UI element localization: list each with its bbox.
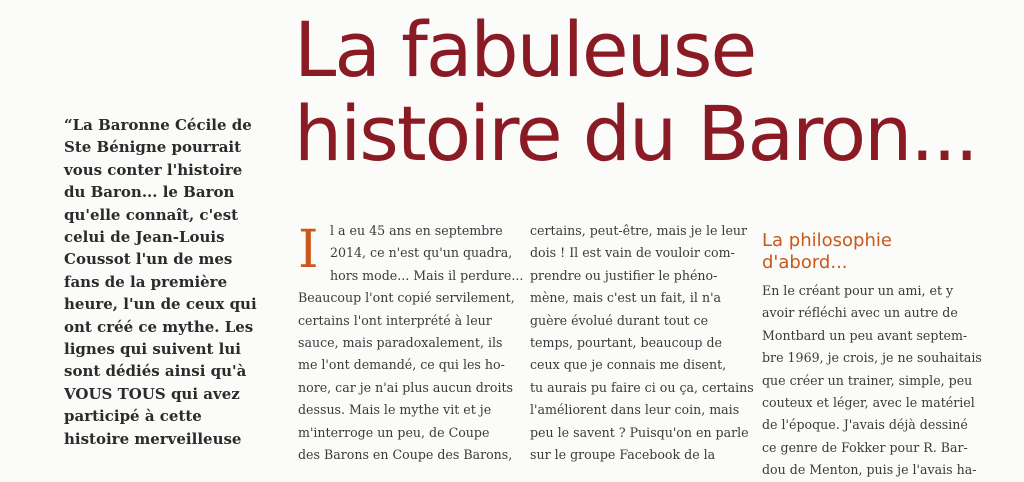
article-title-line-1: La fabuleuse xyxy=(294,5,756,94)
body-line: temps, pourtant, beaucoup de xyxy=(530,335,722,351)
body-line: des Barons en Coupe des Barons, xyxy=(298,447,513,463)
body-line: dessus. Mais le mythe vit et je xyxy=(298,402,492,418)
body-line: prendre ou justifier le phéno- xyxy=(530,267,718,283)
body-line: l'améliorent dans leur coin, mais xyxy=(530,402,740,418)
drop-cap: I xyxy=(298,220,319,280)
section-subheading xyxy=(762,230,982,274)
body-line: avoir réfléchi avec un autre de xyxy=(762,305,958,321)
body-line: que créer un trainer, simple, peu xyxy=(762,372,973,388)
body-line: ceux que je connais me disent, xyxy=(530,357,727,373)
body-line: sur le groupe Facebook de la xyxy=(530,447,716,463)
article-column-2 xyxy=(530,220,754,466)
body-line: nore, car je n'ai plus aucun droits xyxy=(298,379,514,395)
body-line: de l'époque. J'avais déjà dessiné xyxy=(762,417,968,433)
body-line: me l'ont demandé, ce qui les ho- xyxy=(298,357,505,373)
body-line: tu aurais pu faire ci ou ça, certains xyxy=(530,379,754,395)
body-line: dou de Menton, puis je l'avais ha- xyxy=(762,462,977,478)
body-line: dois ! Il est vain de vouloir com- xyxy=(530,245,735,261)
body-line: sauce, mais paradoxalement, ils xyxy=(298,335,503,351)
body-line: m'interroge un peu, de Coupe xyxy=(298,424,490,440)
article-column-3 xyxy=(762,280,980,482)
article-title-line-2: histoire du Baron... xyxy=(294,89,977,178)
section-subheading-line-2: d'abord... xyxy=(762,252,848,273)
body-line: ce genre de Fokker pour R. Bar- xyxy=(762,439,968,455)
body-line: certains l'ont interprété à leur xyxy=(298,312,492,328)
body-line: peu le savent ? Puisqu'on en parle xyxy=(530,424,749,440)
body-line: mène, mais c'est un fait, il n'a xyxy=(530,290,722,306)
article-title xyxy=(294,5,1014,178)
body-line: hors mode... Mais il perdure... xyxy=(330,267,524,283)
body-line: l a eu 45 ans en septembre xyxy=(330,223,503,238)
body-line: 2014, ce n'est qu'un quadra, xyxy=(330,245,513,261)
body-line: En le créant pour un ami, et y xyxy=(762,283,954,298)
pull-quote: “La Baronne Cécile de Ste Bénigne pourrait vous conter l'histoire du Baron... le Baron qu'elle connaît, c'est celui de Jean-Louis Coussot l'un de mes fans de la première heure, l'un de ceux qui ont créé ce mythe. Les lignes qui suivent lui sont dédiés ainsi qu'à VOUS TOUS qui avez participé à cette histoire merveilleuse xyxy=(64,116,257,448)
article-column-1 xyxy=(298,220,524,466)
body-line: certains, peut-être, mais je le leur xyxy=(530,223,748,238)
body-line: Montbard un peu avant septem- xyxy=(762,327,968,343)
body-line: couteux et léger, avec le matériel xyxy=(762,395,975,411)
section-subheading-line-1: La philosophie xyxy=(762,230,892,251)
body-line: Beaucoup l'ont copié servilement, xyxy=(298,290,515,306)
body-line: bre 1969, je crois, je ne souhaitais xyxy=(762,350,982,366)
body-line: guère évolué durant tout ce xyxy=(530,312,709,328)
